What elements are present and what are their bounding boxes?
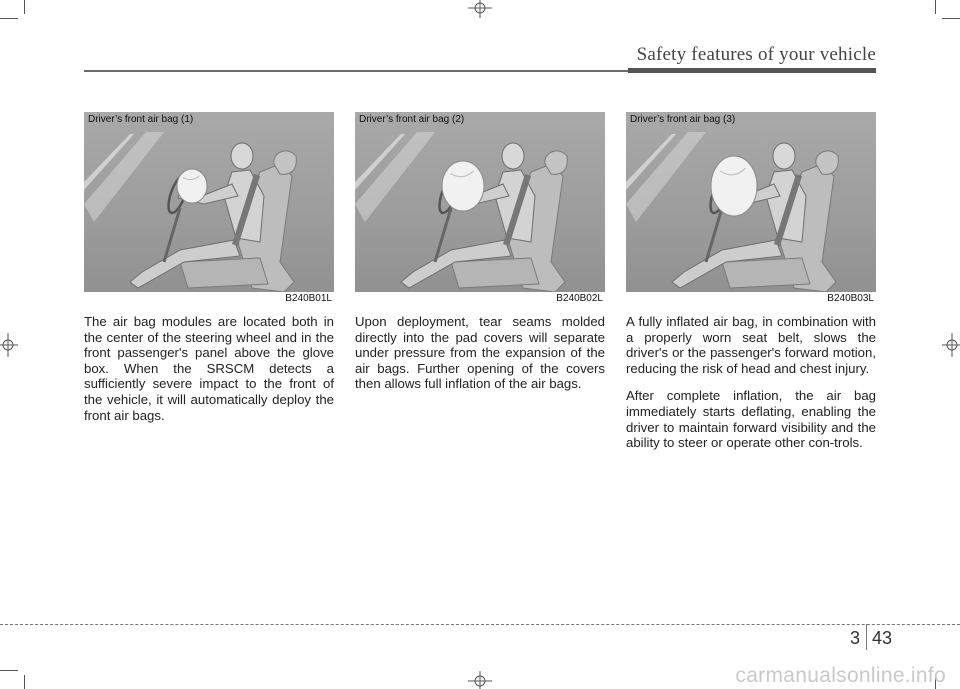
airbag-illustration [626, 112, 876, 305]
airbag [442, 161, 484, 211]
figure-code: B240B03L [827, 293, 874, 304]
figure-label: Driver’s front air bag (1) [88, 114, 194, 125]
figure-label: Driver’s front air bag (2) [359, 114, 465, 125]
section-title: Safety features of your vehicle [636, 44, 876, 65]
paragraph: A fully inflated air bag, in combination with a properly worn seat belt, slows the driver's or the passenger's forward motion, reducing the risk of head and chest injury. [626, 314, 876, 376]
seat-cushion [722, 258, 810, 288]
text-column-2 [355, 314, 605, 404]
driver-head [231, 143, 253, 169]
windshield-pillar [626, 132, 706, 222]
windshield-pillar [355, 132, 435, 222]
figure-airbag-3 [626, 112, 876, 305]
paragraph: After complete inflation, the air bag immediately starts deflating, enabling the driver to maintain forward visibility and the ability to steer or operate other con-trols. [626, 388, 876, 451]
crop-mark [942, 18, 960, 19]
figure-code: B240B02L [556, 293, 603, 304]
registration-mark-bottom [468, 671, 492, 689]
paragraph: Upon deployment, tear seams molded directly into the pad covers will separate under pressure from the expansion of the air bags. Further opening of the covers then allows full inflation of the air bags. [355, 314, 605, 392]
airbag [711, 156, 757, 216]
chapter-number: 3 [850, 628, 861, 648]
crop-mark [935, 0, 936, 14]
registration-mark-right [942, 333, 960, 357]
airbag-illustration [84, 112, 334, 305]
crop-mark [0, 18, 18, 19]
seat-cushion [451, 258, 539, 288]
watermark-text: carmanualsonline.info [735, 664, 946, 687]
crop-mark [24, 0, 25, 14]
figure-code: B240B01L [285, 293, 332, 304]
text-column-3 [626, 314, 876, 463]
driver-head [502, 143, 524, 169]
figure-airbag-2 [355, 112, 605, 305]
footer-rule [0, 624, 960, 625]
airbag [177, 169, 207, 203]
driver-head [773, 143, 795, 169]
crop-mark [24, 675, 25, 689]
text-column-1 [84, 314, 334, 435]
windshield-pillar [84, 132, 164, 222]
paragraph: The air bag modules are located both in the center of the steering wheel and in the front passenger's panel above the glove box. When the SRSCM detects a sufficiently severe impact to the front of the vehicle, it will automatically deploy the front air bags. [84, 314, 334, 423]
page-number: 43 [872, 628, 893, 648]
airbag-illustration [355, 112, 605, 305]
seat-cushion [180, 258, 268, 288]
figure-airbag-1 [84, 112, 334, 305]
crop-mark [0, 670, 18, 671]
page-number-separator [866, 624, 867, 650]
registration-mark-top [468, 0, 492, 18]
registration-mark-left [0, 333, 18, 357]
header-rule-accent [628, 68, 876, 73]
figure-label: Driver’s front air bag (3) [630, 114, 736, 125]
